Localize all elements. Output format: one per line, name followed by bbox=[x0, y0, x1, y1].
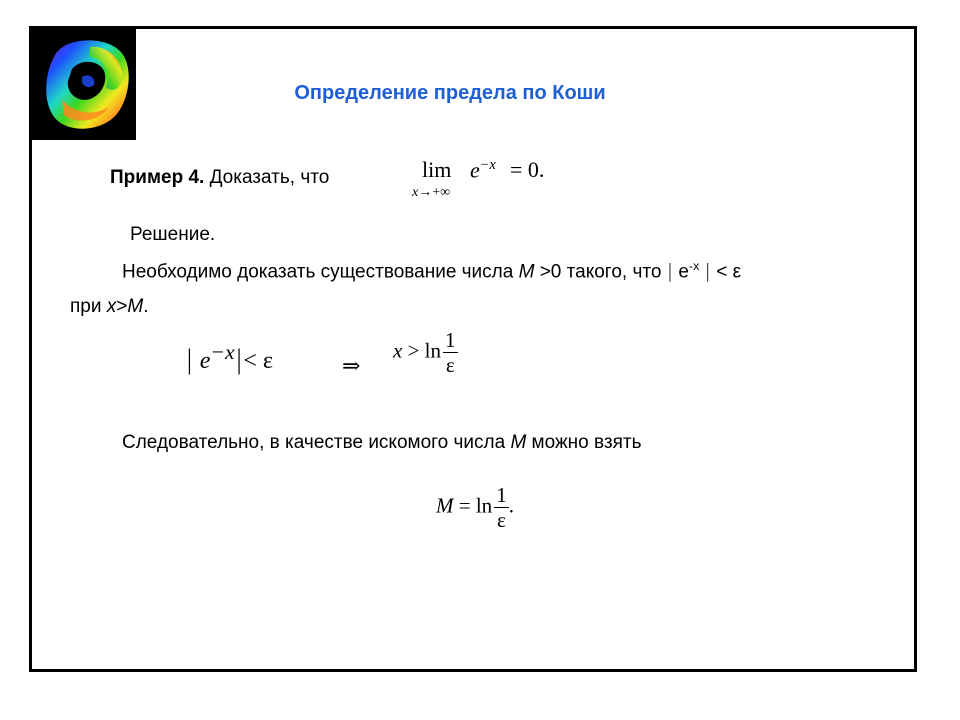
example-label: Пример 4. bbox=[110, 167, 205, 188]
solution-label: Решение. bbox=[130, 224, 216, 245]
solution-line1: Необходимо доказать существование числа M >0 такого, что | $e^{-x}$ | < ε bbox=[122, 259, 742, 283]
slide-title: Определение предела по Коши bbox=[294, 82, 606, 104]
implies-symbol: ⇒ bbox=[342, 353, 361, 378]
solution-formula: x > ln $\frac{1}{\varepsilon}$ bbox=[393, 328, 456, 378]
slide-frame bbox=[29, 26, 917, 672]
lim-subscript: x→+∞ bbox=[412, 185, 451, 200]
lim-word: lim bbox=[422, 157, 452, 182]
conclusion-line: Следовательно, в качестве искомого числа M можно взять bbox=[122, 432, 642, 453]
limit-formula bbox=[412, 155, 562, 205]
solution-line2: при x>M. bbox=[70, 296, 149, 317]
inequality-formula: | e−x|< ε bbox=[185, 340, 273, 375]
lim-expression: $e^{-x}$ bbox=[470, 157, 496, 183]
example-line bbox=[110, 167, 329, 189]
answer-formula: M = ln $\frac{1}{\varepsilon}$ . bbox=[436, 483, 514, 533]
lim-rhs: = 0. bbox=[510, 157, 545, 182]
example-text: Доказать, что bbox=[204, 167, 330, 188]
